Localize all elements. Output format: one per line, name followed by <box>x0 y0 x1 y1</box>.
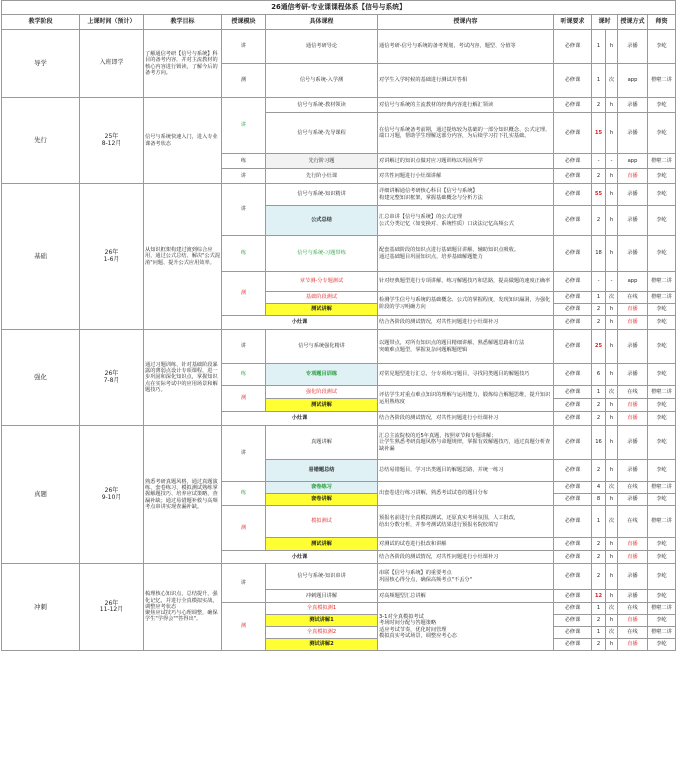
course-name: 基础阶段测试 <box>266 292 378 304</box>
teach-mode: 在线 <box>618 482 648 494</box>
course-content: 串联【信号与系统】的重要考点 巩固核心得分点，确保高频考点"不丢分" <box>378 564 554 590</box>
course-content: 评估学生对重点难点知识的理解与运用能力，锻炼综合解题思维，提升知识运用熟练度 <box>378 386 554 412</box>
hours: 2 <box>592 412 606 426</box>
requirement: 必修课 <box>554 615 592 627</box>
teach-mode: 录播 <box>618 113 648 154</box>
requirement: 必修课 <box>554 627 592 639</box>
teach-mode: 在线 <box>618 506 648 538</box>
stage-time: 入班即学 <box>80 30 144 98</box>
hours-unit: h <box>606 538 618 551</box>
course-name: 测试讲解2 <box>266 639 378 651</box>
teacher: 橙啦二讲 <box>648 603 676 615</box>
requirement: 必修课 <box>554 236 592 272</box>
hours-unit: h <box>606 236 618 272</box>
teach-mode: 直播 <box>618 316 648 330</box>
requirement: 必修课 <box>554 603 592 615</box>
course-content: 汇总主流院校的近5年真题，按照章节和专题讲解； 让学生熟悉考研真题风格与命题规律，掌握有效解题技巧，通过真题分析查缺补漏 <box>378 426 554 460</box>
requirement: 必修课 <box>554 639 592 651</box>
course-name: 信号与系统-知识精讲 <box>266 184 378 206</box>
requirement: 必修课 <box>554 364 592 386</box>
teacher: 李屹 <box>648 615 676 627</box>
requirement: 必修课 <box>554 206 592 236</box>
hours: 2 <box>592 564 606 590</box>
hours: 18 <box>592 236 606 272</box>
requirement: 必修课 <box>554 330 592 364</box>
course-name: 小灶课 <box>222 412 378 426</box>
requirement: 必修课 <box>554 494 592 506</box>
teach-mode: 直播 <box>618 412 648 426</box>
hours-unit: 次 <box>606 603 618 615</box>
hours: 16 <box>592 426 606 460</box>
hours: 2 <box>592 538 606 551</box>
hours: 15 <box>592 113 606 154</box>
hours: 55 <box>592 184 606 206</box>
module-jiang: 讲 <box>222 30 266 64</box>
stage-goal: 熟悉考研真题风格，通过真题演练、套卷练习、模拟测试熟练掌握解题技巧、培养应试策略，查漏补缺；通过易错题补救与高频考点串讲实现查漏补缺。 <box>144 426 222 564</box>
stage-time: 25年 8-12月 <box>80 98 144 184</box>
requirement: 必修课 <box>554 482 592 494</box>
teach-mode: app <box>618 154 648 169</box>
teach-mode: 直播 <box>618 639 648 651</box>
hours: - <box>592 154 606 169</box>
course-name: 公式总结 <box>266 206 378 236</box>
hours-unit: h <box>606 330 618 364</box>
hours-unit: 次 <box>606 482 618 494</box>
course-name: 小灶课 <box>222 551 378 564</box>
module-jiang: 讲 <box>222 330 266 364</box>
course-name: 信号与系统-教材领读 <box>266 98 378 113</box>
hours: 2 <box>592 206 606 236</box>
teach-mode: 录播 <box>618 206 648 236</box>
hours-unit: h <box>606 590 618 603</box>
course-content: 对常见题型进行汇总，分专项练习题目，寻找同类题目的解题技巧 <box>378 364 554 386</box>
teach-mode: 直播 <box>618 615 648 627</box>
course-name: 章节测-分专题测试 <box>266 272 378 292</box>
course-name: 测试讲解 <box>266 538 378 551</box>
teacher: 李屹 <box>648 169 676 184</box>
course-name: 强化阶段测试 <box>266 386 378 399</box>
teacher: 李屹 <box>648 113 676 154</box>
header-teacher: 师资 <box>648 15 676 30</box>
course-name: 信号与系统-入学测 <box>266 64 378 98</box>
module-ce: 测 <box>222 64 266 98</box>
course-content: 结合各阶段的测试情况，对共性问题进行小灶课补习 <box>378 316 554 330</box>
teacher: 李屹 <box>648 98 676 113</box>
course-content: 对测试的试卷进行批改和讲解 <box>378 538 554 551</box>
requirement: 必修课 <box>554 292 592 304</box>
hours-unit: 次 <box>606 292 618 304</box>
requirement: 必修课 <box>554 98 592 113</box>
course-name: 小灶课 <box>222 316 378 330</box>
course-name: 信号与系统-先导课程 <box>266 113 378 154</box>
course-content: 对共性问题进行小灶课讲解 <box>378 169 554 184</box>
teacher: 李屹 <box>648 364 676 386</box>
course-table <box>1 0 676 651</box>
course-content: 出套卷进行练习讲解，熟悉考试试卷的题目分布 <box>378 482 554 506</box>
teacher: 李屹 <box>648 30 676 64</box>
teacher: 李屹 <box>648 564 676 590</box>
teacher: 李屹 <box>648 639 676 651</box>
stage-time: 26年 7-8月 <box>80 330 144 426</box>
requirement: 必修课 <box>554 169 592 184</box>
teach-mode: 在线 <box>618 386 648 399</box>
course-content: 针对经典题型进行专项讲解，练习解题技巧和思路，提高做题的速度正确率 <box>378 272 554 292</box>
course-name: 测试讲解 <box>266 399 378 412</box>
teach-mode: 录播 <box>618 564 648 590</box>
requirement: 必修课 <box>554 590 592 603</box>
requirement: 必修课 <box>554 564 592 590</box>
teach-mode: app <box>618 272 648 292</box>
module-lian: 练 <box>222 482 266 506</box>
hours: 1 <box>592 506 606 538</box>
teach-mode: 直播 <box>618 538 648 551</box>
teacher: 橙啦二讲 <box>648 627 676 639</box>
header-module: 授课模块 <box>222 15 266 30</box>
hours-unit: h <box>606 304 618 316</box>
course-content: 检测学生信号与系统的基础概念、公式的掌握程度，发现知识漏洞，为强化阶段的学习明确方向 <box>378 292 554 316</box>
hours-unit: h <box>606 206 618 236</box>
course-name: 信号与系统强化精讲 <box>266 330 378 364</box>
header-stage: 教学阶段 <box>2 15 80 30</box>
hours: 2 <box>592 639 606 651</box>
requirement: 必修课 <box>554 272 592 292</box>
course-name: 通信考研导论 <box>266 30 378 64</box>
stage-name: 基础 <box>2 184 80 330</box>
teach-mode: 在线 <box>618 603 648 615</box>
hours: 1 <box>592 386 606 399</box>
course-name: 信号与系统-习题带练 <box>266 236 378 272</box>
module-ce: 测 <box>222 386 266 412</box>
teach-mode: 录播 <box>618 236 648 272</box>
teacher: 橙啦二讲 <box>648 64 676 98</box>
requirement: 必修课 <box>554 304 592 316</box>
teach-mode: 录播 <box>618 30 648 64</box>
header-content: 授课内容 <box>378 15 554 30</box>
teach-mode: 录播 <box>618 426 648 460</box>
course-name: 冲刺题目讲解 <box>266 590 378 603</box>
hours: 12 <box>592 590 606 603</box>
table-title: 26通信考研-专业课课程体系【信号与系统】 <box>2 1 676 15</box>
hours-unit: h <box>606 494 618 506</box>
hours-unit: 次 <box>606 64 618 98</box>
course-name: 测试讲解 <box>266 304 378 316</box>
hours: 2 <box>592 98 606 113</box>
header-row <box>2 15 676 30</box>
course-content: 通信考研-信号与系统的备考规划，考试内容，题型、分值等 <box>378 30 554 64</box>
teach-mode: 直播 <box>618 399 648 412</box>
header-requirement: 听课要求 <box>554 15 592 30</box>
hours: 1 <box>592 64 606 98</box>
course-content: 配套基础阶段的知识点进行基础题目讲解，辅助知识点吸收。 通过基础题目巩固知识点，培养基础解题能力 <box>378 236 554 272</box>
teacher: 橙啦二讲 <box>648 292 676 304</box>
stage-name: 先行 <box>2 98 80 184</box>
teacher: 李屹 <box>648 460 676 482</box>
hours: 2 <box>592 615 606 627</box>
course-name: 先行阶习题 <box>266 154 378 169</box>
teacher: 李屹 <box>648 316 676 330</box>
module-jiang: 讲 <box>222 169 266 184</box>
teacher: 李屹 <box>648 206 676 236</box>
teacher: 李屹 <box>648 590 676 603</box>
course-name: 全真模拟测1 <box>266 603 378 615</box>
hours-unit: 次 <box>606 386 618 399</box>
stage-goal: 从知识框架构建过渡到综合应用，通过公式总结、解决"公式混淆"问题、提升公式应用效率。 <box>144 184 222 330</box>
module-jiang: 讲 <box>222 184 266 236</box>
stage-time: 26年 1-6月 <box>80 184 144 330</box>
course-name: 套卷练习 <box>266 482 378 494</box>
requirement: 必修课 <box>554 113 592 154</box>
course-name: 先行阶小灶课 <box>266 169 378 184</box>
hours-unit: h <box>606 316 618 330</box>
teach-mode: 录播 <box>618 364 648 386</box>
module-ce: 测 <box>222 603 266 651</box>
hours: 2 <box>592 460 606 482</box>
teach-mode: 录播 <box>618 184 648 206</box>
stage-name: 冲刺 <box>2 564 80 651</box>
course-content: 对信号与系统的主流教材的经典内容进行解汇领读 <box>378 98 554 113</box>
hours: 25 <box>592 330 606 364</box>
requirement: 必修课 <box>554 551 592 564</box>
hours: 1 <box>592 603 606 615</box>
course-content: 结合各阶段的测试情况，对共性问题进行小灶课补习 <box>378 412 554 426</box>
teach-mode: app <box>618 64 648 98</box>
teacher: 李屹 <box>648 304 676 316</box>
hours-unit: h <box>606 113 618 154</box>
course-name: 信号与系统-知识串讲 <box>266 564 378 590</box>
hours: - <box>592 272 606 292</box>
hours-unit: h <box>606 30 618 64</box>
hours-unit: h <box>606 364 618 386</box>
teach-mode: 录播 <box>618 590 648 603</box>
hours-unit: 次 <box>606 506 618 538</box>
requirement: 必修课 <box>554 506 592 538</box>
module-jiang: 讲 <box>222 564 266 603</box>
teach-mode: 直播 <box>618 304 648 316</box>
requirement: 必修课 <box>554 412 592 426</box>
teach-mode: 录播 <box>618 494 648 506</box>
hours-unit: h <box>606 615 618 627</box>
teach-mode: 录播 <box>618 330 648 364</box>
stage-name: 强化 <box>2 330 80 426</box>
requirement: 必修课 <box>554 399 592 412</box>
hours: 2 <box>592 316 606 330</box>
module-lian: 练 <box>222 236 266 272</box>
requirement: 必修课 <box>554 154 592 169</box>
hours: 2 <box>592 551 606 564</box>
hours-unit: - <box>606 154 618 169</box>
course-content: 结合各阶段的测试情况，对共性问题进行小灶课补习 <box>378 551 554 564</box>
requirement: 必修课 <box>554 426 592 460</box>
course-name: 套卷讲解 <box>266 494 378 506</box>
hours-unit: h <box>606 184 618 206</box>
hours-unit: h <box>606 399 618 412</box>
module-ce: 测 <box>222 272 266 316</box>
stage-goal: 梳理核心知识点，总结提升，强化记忆，并进行全真模拟实战，调整应考状态 聚焦应试技巧与心理调整，确保学生"学得会""答得出"。 <box>144 564 222 651</box>
requirement: 必修课 <box>554 386 592 399</box>
course-name: 模拟测试 <box>266 506 378 538</box>
hours-unit: h <box>606 460 618 482</box>
hours: 1 <box>592 30 606 64</box>
hours: 8 <box>592 494 606 506</box>
module-jiang: 讲 <box>222 98 266 154</box>
requirement: 必修课 <box>554 64 592 98</box>
course-content: 对讲解过的知识点做对应习题训练以巩固所学 <box>378 154 554 169</box>
teacher: 橙啦二讲 <box>648 386 676 399</box>
teach-mode: 录播 <box>618 98 648 113</box>
teacher: 李屹 <box>648 412 676 426</box>
hours: 2 <box>592 304 606 316</box>
stage-name: 导学 <box>2 30 80 98</box>
teacher: 李屹 <box>648 494 676 506</box>
course-name: 易错题总结 <box>266 460 378 482</box>
course-name: 全真模拟测2 <box>266 627 378 639</box>
teacher: 橙啦二讲 <box>648 154 676 169</box>
stage-time: 26年 11-12月 <box>80 564 144 651</box>
teacher: 李屹 <box>648 184 676 206</box>
course-content: 总结易错题目，学习出类题目的解题思路，并统一练习 <box>378 460 554 482</box>
teacher: 橙啦二讲 <box>648 272 676 292</box>
hours-unit: h <box>606 426 618 460</box>
teacher: 橙啦二讲 <box>648 482 676 494</box>
course-content: 以题带点，对所有知识点的题目精细讲解，熟悉解题思路和方法 突破难点题型，掌握复杂问题解题逻辑 <box>378 330 554 364</box>
course-content: 3-1对全真模拟考试 考场时间分配与答题策略 适应考试节奏，优化时间管理 模拟真实考试场景，调整应考心态 <box>378 603 554 651</box>
header-time: 上课时间（预计） <box>80 15 144 30</box>
teacher: 李屹 <box>648 538 676 551</box>
hours: 2 <box>592 399 606 412</box>
teach-mode: 录播 <box>618 460 648 482</box>
teacher: 李屹 <box>648 426 676 460</box>
hours-unit: 次 <box>606 627 618 639</box>
hours-unit: h <box>606 412 618 426</box>
module-jiang: 讲 <box>222 426 266 482</box>
teach-mode: 在线 <box>618 627 648 639</box>
hours: 2 <box>592 169 606 184</box>
course-content: 预报名前进行全真模拟测试，还原真实考场氛围，人工批改， 给出分数分析，并参考测试结果进行预报名院校填写 <box>378 506 554 538</box>
course-content: 在信号与系统备考前期，通过提炼较为基础的一部分知识概念、公式定理、端口习题，帮助学生理解这部分内容，为后续学习打下扎实基础。 <box>378 113 554 154</box>
teacher: 李屹 <box>648 236 676 272</box>
hours-unit: h <box>606 169 618 184</box>
header-goal: 教学目标 <box>144 15 222 30</box>
module-lian: 练 <box>222 364 266 386</box>
course-content: 对学生入学时候的基础进行测试并答相 <box>378 64 554 98</box>
requirement: 必修课 <box>554 460 592 482</box>
stage-goal: 信号与系统快速入门，进入专业课备考状态 <box>144 98 222 184</box>
hours-unit: - <box>606 272 618 292</box>
header-mode: 授课方式 <box>618 15 648 30</box>
teacher: 李屹 <box>648 330 676 364</box>
hours: 1 <box>592 627 606 639</box>
course-name: 真题讲解 <box>266 426 378 460</box>
hours-unit: h <box>606 639 618 651</box>
hours: 4 <box>592 482 606 494</box>
course-name: 测试讲解1 <box>266 615 378 627</box>
module-lian: 练 <box>222 154 266 169</box>
header-hours: 课时 <box>592 15 618 30</box>
stage-name: 真题 <box>2 426 80 564</box>
requirement: 必修课 <box>554 538 592 551</box>
header-course: 具体课程 <box>266 15 378 30</box>
hours: 1 <box>592 292 606 304</box>
hours-unit: h <box>606 551 618 564</box>
teacher: 橙啦二讲 <box>648 506 676 538</box>
hours-unit: h <box>606 564 618 590</box>
stage-goal: 通过习题训练、针对基础阶段暴露的薄弱点设计专项课程，进一步巩固和深化知识点，掌握知识点在实际考试中的应用场景和解题技巧。 <box>144 330 222 426</box>
module-ce: 测 <box>222 506 266 551</box>
course-name: 专项题目训练 <box>266 364 378 386</box>
requirement: 必修课 <box>554 30 592 64</box>
requirement: 必修课 <box>554 184 592 206</box>
course-content: 详细讲解通信考研核心科目【信号与系统】 构建完整知识框架，掌握基础概念与分析方法 <box>378 184 554 206</box>
teacher: 李屹 <box>648 399 676 412</box>
teach-mode: 在线 <box>618 292 648 304</box>
hours: 6 <box>592 364 606 386</box>
course-content: 汇总串讲【信号与系统】的公式定理 公式分类记忆（如变换对、系统性质）口诀法记忆高频公式 <box>378 206 554 236</box>
stage-goal: 了解通信考研【信号与系统】科目的备考内容，并对主流教材的核心内容进行锁读，了解今后的备考方向。 <box>144 30 222 98</box>
teach-mode: 直播 <box>618 169 648 184</box>
teach-mode: 直播 <box>618 551 648 564</box>
course-content: 对高频题型汇总讲解 <box>378 590 554 603</box>
stage-time: 26年 9-10月 <box>80 426 144 564</box>
teacher: 李屹 <box>648 551 676 564</box>
requirement: 必修课 <box>554 316 592 330</box>
hours-unit: h <box>606 98 618 113</box>
